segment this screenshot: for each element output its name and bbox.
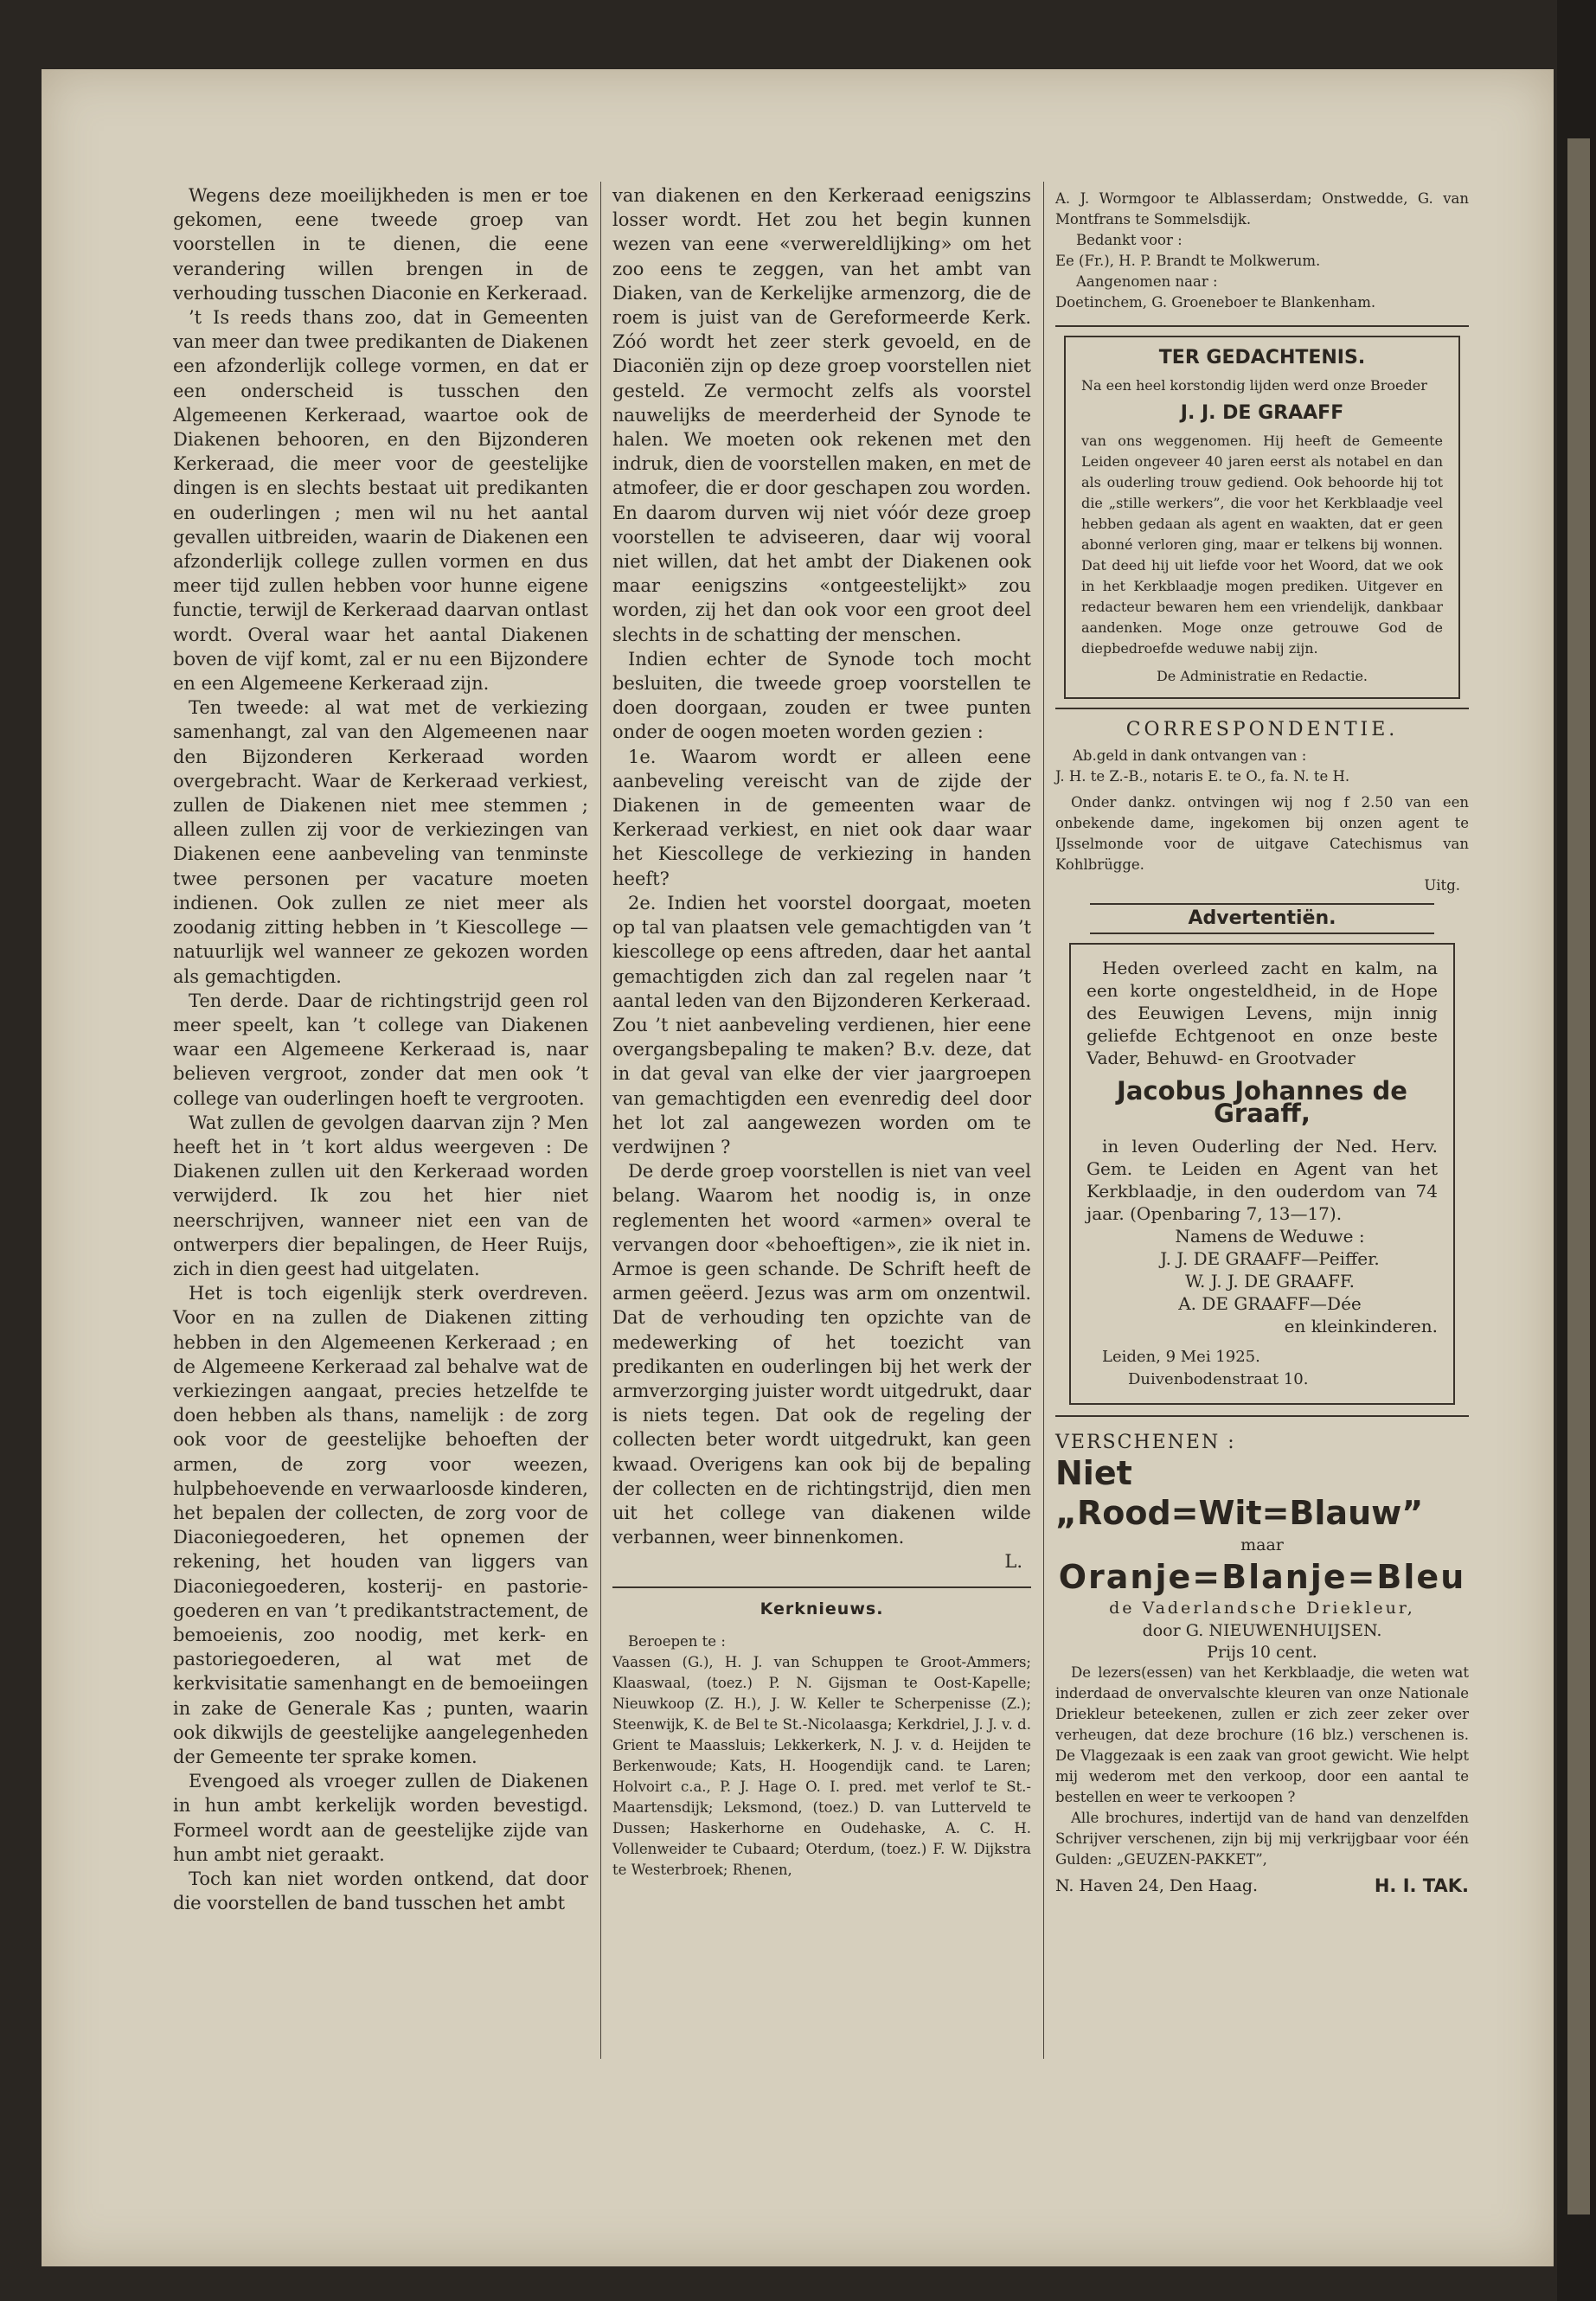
news-line: Aangenomen naar : <box>1076 273 1218 290</box>
memorial-name: J. J. DE GRAAFF <box>1180 402 1344 424</box>
brochure-text-2: Alle brochures, indertijd van de hand van denzelfden Schrijver verschenen, zijn bij mij verkrijgbaar voor één Gulden: „GEUZEN-PAKKET”, <box>1055 1810 1469 1868</box>
article-signature: L. <box>1004 1551 1022 1573</box>
divider <box>1055 1415 1469 1417</box>
divider <box>1055 708 1469 709</box>
column-1 <box>173 183 588 1915</box>
memorial-title: TER GEDACHTENIS. <box>1158 347 1366 369</box>
brochure-address: N. Haven 24, Den Haag. <box>1055 1876 1259 1895</box>
news-line: A. J. Wormgoor te Alblasserdam; Onstwedde, G. van Montfrans te Sommelsdijk. <box>1055 190 1469 228</box>
kerknieuws-title: Kerknieuws. <box>760 1599 884 1618</box>
brochure-author: door G. NIEUWENHUIJSEN. <box>1142 1621 1382 1640</box>
paragraph: De derde groep voorstellen is niet van veel belang. Waarom het noodig is, in onze reglementen het woord «armen» overal te vervangen door «behoeftigen», zie ik niet in. Armoe is geen schande. De Schrift heeft de armen geëerd. Jezus was arm om onzentwil. Dat de verhouding ten opzichte van de medewerking of het toezicht van predikanten en ouderlingen bij het werk der armverzorging juister wordt uitgedrukt, daar is niets tegen. Dat ook de regeling der collecten beter wordt uitgedrukt, kan geen kwaad. Overigens kan ook bij de bepaling der collecten en de richtingstrijd, dien men uit het college van diakenen wilde verbannen, weer binnenkomen. <box>612 1161 1031 1548</box>
brochure-text: De lezers(essen) van het Kerkblaadje, die weten wat inderdaad de onvervalschte kleuren van onze Nationale Driekleur beteekenen, zullen er zich zeer zeker over verheugen, dat deze brochure (16 blz.) verschenen is. De Vlaggezaak is een zaak van groot gewicht. Wie helpt mij wederom met den verkoop, door een aantal te bestellen en weer te verkoopen ? <box>1055 1664 1469 1805</box>
paragraph: 2e. Indien het voorstel doorgaat, moeten op tal van plaatsen vele gemachtigden van ’t kiescollege op eens aftreden, daar het aantal gemachtigden zich dan zal regelen naar ’t aantal leden van den Bijzonderen Kerkeraad. Zou ’t niet aanbeveling verdienen, hier eene overgangsbepaling te maken? B.v. deze, dat in dat geval van elke der vier jaargroepen van gemachtigden een evenredig deel door het lot zal aangewezen worden om te verdwijnen ? <box>612 892 1031 1157</box>
paragraph: van diakenen en den Kerkeraad eenigszins losser wordt. Het zou het begin kunnen wezen van eene «verwereldlijking» om het zoo eens te zeggen, van het ambt van Diaken, van de Kerkelijke armenzorg, die de roem is juist van de Gereformeerde Kerk. Zóó wordt het zeer sterk gevoeld, en de Diaconiën zijn op deze groep voorstellen niet gesteld. Ze vermocht zelfs als voorstel nauwelijks de meerderheid der Synode te halen. We moeten ook rekenen met den indruk, dien de voorstellen maken, en met de atmofeer, die er door geschapen zou worden. En daarom durven wij niet vóór deze groep voorstellen te adviseeren, daar wij vooral niet willen, dat het ambt der Diakenen ook maar eenigszins «ontgeestelijkt» zou worden, zij het dan ook voor een groot deel slechts in de schatting der menschen. <box>612 185 1031 645</box>
death-notice-text: in leven Ouderling der Ned. Herv. Gem. te Leiden en Agent van het Kerkblaadje, in den ouderdom van 74 jaar. (Openbaring 7, 13—17). <box>1086 1136 1438 1224</box>
correspondence-line: J. H. te Z.-B., notaris E. te O., fa. N. te H. <box>1055 768 1350 785</box>
news-line: Doetinchem, G. Groeneboer te Blankenham. <box>1055 294 1376 311</box>
paragraph: Toch kan niet worden ontkend, dat door die voorstellen de band tusschen het ambt <box>173 1868 588 1914</box>
paragraph: Ten derde. Daar de richtingstrijd geen rol meer speelt, kan ’t college van Diakenen waar een Algemeene Kerkeraad is, naar believen vergroot, zonder dat men ook ’t college van ouderlingen hoeft te vergrooten. <box>173 990 588 1109</box>
death-notice-namens: Namens de Weduwe : <box>1175 1226 1365 1247</box>
brochure-title-2: Oranje=Blanje=Bleu <box>1058 1558 1466 1596</box>
memorial-text: van ons weggenomen. Hij heeft de Gemeente Leiden ongeveer 40 jaren eerst als notabel en dan als ouderling trouw gediend. Ook behoorde hij tot die „stille werkers”, die voor het Kerkblaadje veel hebben gedaan als agent en waakten, dat er geen abonné verloren ging, maar er telkens bij wonnen. Dat deed hij uit liefde voor het Woord, dat we ook in het Kerkblaadje mogen prediken. Uitgever en redacteur bewaren hem een vriendelijk, dankbaar aandenken. Moge onze getrouwe God de diepbedroefde weduwe nabij zijn. <box>1081 433 1443 657</box>
correspondence-title: CORRESPONDENTIE. <box>1125 719 1399 740</box>
divider <box>1055 325 1469 327</box>
paragraph: Indien echter de Synode toch mocht besluiten, die tweede groep voorstellen te doen doorgaan, zouden er twee punten onder de oogen moeten worden gezien : <box>612 648 1031 743</box>
paragraph: Ten tweede: al wat met de verkiezing samenhangt, zal van den Algemeenen naar den Bijzonderen Kerkeraad worden overgebracht. Waar de Kerkeraad verkiest, zullen de Diakenen niet mee stemmen ; alleen zullen zij voor de verkiezingen van Diakenen eene aanbeveling van tenminste twee personen per vacature moeten indienen. Ook zullen ze niet meer als zoodanig zitting hebben in ’t Kiescollege — natuurlijk wel wanneer ze gekozen worden als gemachtigden. <box>173 697 588 987</box>
family-name: A. DE GRAAFF—Dée <box>1178 1293 1362 1314</box>
death-notice-intro: Heden overleed zacht en kalm, na een korte ongesteldheid, in de Hope des Eeuwigen Levens, mijn innig geliefde Echtgenoot en onze beste Vader, Behuwd- en Grootvader <box>1086 958 1438 1068</box>
scan-edge-inner <box>1567 138 1590 2214</box>
deceased-name: Jacobus Johannes de Graaff, <box>1117 1076 1407 1128</box>
family-name: W. J. J. DE GRAAFF. <box>1184 1271 1356 1292</box>
memorial-intro: Na een heel korstondig lijden werd onze Broeder <box>1081 377 1427 394</box>
divider <box>612 1586 1031 1588</box>
paragraph: 1e. Waarom wordt er alleen eene aanbeveling vereischt van de zijde der Diakenen in de gemeenten waar de Kerkeraad verkiest, en niet ook daar waar het Kiescollege de verkiezing in handen heeft? <box>612 746 1031 889</box>
paragraph: ’t Is reeds thans zoo, dat in Gemeenten van meer dan twee predikanten de Diakenen een afzonderlijk college vormen, en dat er een onderscheid is tusschen den Algemeenen Kerkeraad, waartoe ook de Diakenen behooren, en den Bijzonderen Kerkeraad, die meer voor de geestelijke dingen is en slechts bestaat uit predikanten en ouderlingen ; men wil nu het aantal gevallen uitbreiden, waarin de Diakenen een afzonderlijk college zullen vormen en dus meer tijd zullen hebben voor hunne eigene functie, terwijl de Kerkeraad daarvan ontlast wordt. Overal waar het aantal Diakenen boven de vijf komt, zal er nu een Bijzondere en een Algemeene Kerkeraad zijn. <box>173 307 588 695</box>
kerknieuws-beroepen: Beroepen te : <box>628 1632 726 1650</box>
column-divider <box>600 182 601 2059</box>
memorial-box <box>1064 336 1460 699</box>
column-divider <box>1043 182 1044 2059</box>
brochure-price: Prijs 10 cent. <box>1207 1643 1317 1662</box>
column-3 <box>1055 189 1469 1896</box>
paragraph: Wat zullen de gevolgen daarvan zijn ? Men heeft het in ’t kort aldus weergeven : De Diakenen zullen uit den Kerkeraad worden verwijderd. Ik zou het hier niet neerschrijven, wanneer niet een van de ontwerpers dier bepalingen, de Heer Ruijs, zich in dien geest had uitgelaten. <box>173 1112 588 1279</box>
brochure-footer <box>1055 1875 1469 1896</box>
brochure-subtitle: de Vaderlandsche Driekleur, <box>1109 1599 1415 1618</box>
family-name: J. J. DE GRAAFF—Peiffer. <box>1160 1248 1380 1269</box>
brochure-title-1: Niet „Rood=Wit=Blauw” <box>1055 1454 1424 1532</box>
brochure-maar: maar <box>1240 1535 1284 1554</box>
paragraph: Evengoed als vroeger zullen de Diakenen in hun ambt kerkelijk worden bevestigd. Formeel wordt aan de geestelijke zijde van hun ambt niet geraakt. <box>173 1771 588 1865</box>
death-notice-place-date: Leiden, 9 Mei 1925. <box>1102 1348 1260 1366</box>
correspondence-line: Ab.geld in dank ontvangen van : <box>1073 747 1307 764</box>
death-notice <box>1069 943 1455 1405</box>
correspondence-text: Onder dankz. ontvingen wij nog f 2.50 van een onbekende dame, ingekomen bij onzen agent te IJsselmonde voor de uitgave Catechismus van Kohlbrügge. <box>1055 794 1469 873</box>
brochure-announcement: VERSCHENEN : <box>1055 1432 1236 1453</box>
death-notice-address: Duivenbodenstraat 10. <box>1128 1370 1309 1388</box>
paragraph: Wegens deze moeilijkheden is men er toe gekomen, eene tweede groep van voorstellen in te dienen, die eene verandering willen brengen in de verhouding tusschen Diaconie en Kerkeraad. <box>173 185 588 304</box>
column-2 <box>612 183 1031 1881</box>
correspondence-signature: Uitg. <box>1424 877 1460 894</box>
kerknieuws-text: Vaassen (G.), H. J. van Schuppen te Groot-Ammers; Klaaswaal, (toez.) P. N. Gijsman te Oost-Kapelle; Nieuwkoop (Z. H.), J. W. Keller te Scherpenisse (Z.); Steenwijk, K. de Bel te St.-Nicolaasga; Kerkdriel, J. J. v. d. Grient te Maassluis; Lekkerkerk, N. J. v. d. Heijden te Berkenwoude; Kats, H. Hoogendijk cand. te Laren; Holvoirt c.a., P. J. Hage O. I. pred. met verlof te St.-Maartensdijk; Leksmond, (toez.) D. van Lutterveld te Dussen; Haskerhorne en Oudehaske, A. C. H. Vollenweider te Cubaard; Oterdum, (toez.) F. W. Dijkstra te Westerbroek; Rhenen, <box>612 1653 1031 1878</box>
paragraph: Het is toch eigenlijk sterk overdreven. Voor en na zullen de Diakenen zitting hebben in den Algemeenen Kerkeraad ; en de Algemeene Kerkeraad zal behalve wat de verkiezingen aangaat, precies hetzelfde te doen hebben als thans, namelijk : de zorg ook voor de geestelijke behoeften der armen, de zorg voor weezen, hulpbehoevende en verwaarloosde kinderen, het bepalen der collecten, de zorg voor de Diaconiegoederen, het opnemen der rekening, het houden van liggers van Diaconiegoederen, kosterij- en pastorie-goederen en van ’t predikantstractement, de bemoeienis, zoo noodig, met kerk- en pastoriegoederen, al wat met de kerkvisitatie samenhangt en de bemoeiingen in zake de Generale Kas ; punten, waarin ook dikwijls de geestelijke aangelegenheden der Gemeente ter sprake komen. <box>173 1283 588 1767</box>
family-name: en kleinkinderen. <box>1284 1316 1438 1336</box>
news-line: Ee (Fr.), H. P. Brandt te Molkwerum. <box>1055 253 1321 269</box>
memorial-signature: De Administratie en Redactie. <box>1156 668 1368 684</box>
news-line: Bedankt voor : <box>1076 232 1183 248</box>
kerknieuws-continued <box>1055 189 1469 313</box>
advertisements-title: Advertentiën. <box>1090 903 1434 934</box>
brochure-publisher: H. I. TAK. <box>1374 1875 1469 1896</box>
